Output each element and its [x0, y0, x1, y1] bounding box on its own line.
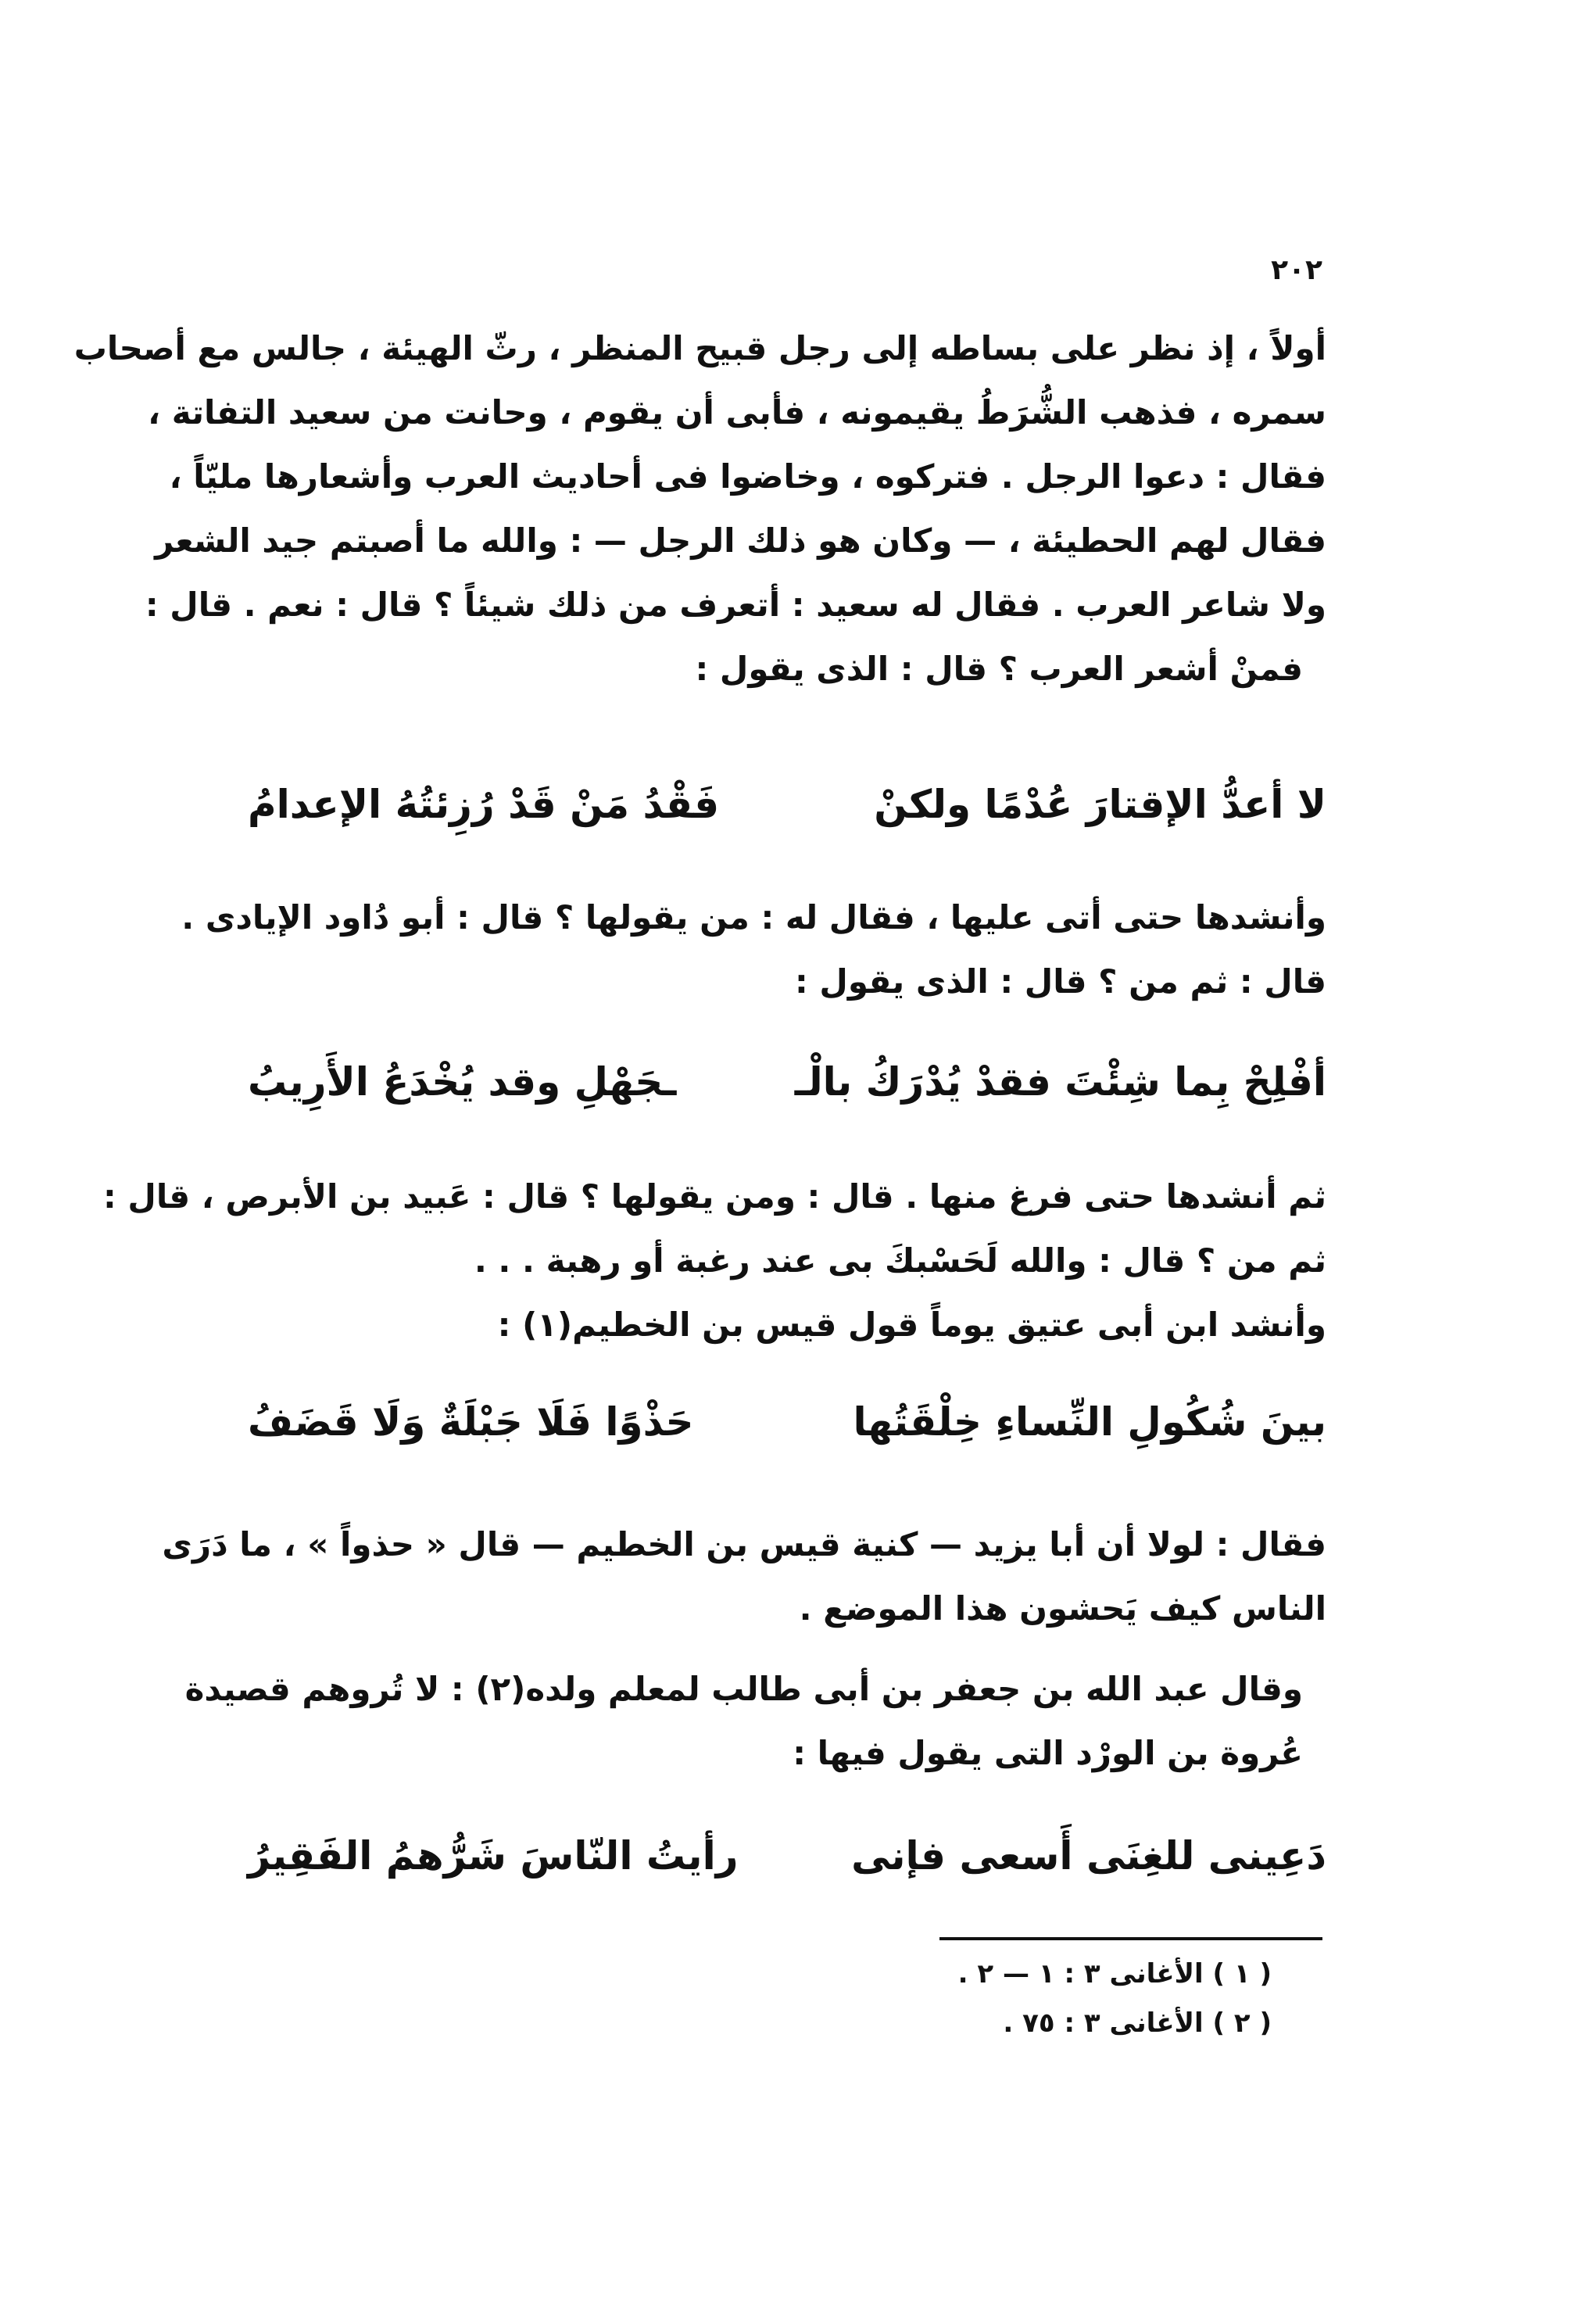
verse-second-hemistich: رأيتُ النّاسَ شَرُّهمُ الفَقِيرُ	[248, 1833, 739, 1879]
text-line: وقال عبد الله بن جعفر بن أبى طالب لمعلم ولده(٢) : لا تُروهم قصيدة	[184, 1670, 1303, 1708]
text-line: أولاً ، إذ نظر على بساطه إلى رجل قبيح المنظر ، رثّ الهيئة ، جالس مع أصحاب	[73, 329, 1326, 367]
text-line: ولا شاعر العرب . فقال له سعيد : أتعرف من ذلك شيئاً ؟ قال : نعم . قال :	[145, 586, 1326, 624]
text-line: سمره ، فذهب الشُّرَطُ يقيمونه ، فأبى أن يقوم ، وحانت من سعيد التفاتة ،	[148, 393, 1326, 432]
text-line: فقال لهم الحطيئة ، — وكان هو ذلك الرجل — : والله ما أصبتم جيد الشعر	[155, 521, 1326, 560]
text-line: قال : ثم من ؟ قال : الذى يقول :	[795, 962, 1326, 1001]
verse-second-hemistich: حَذْوًا فَلَا جَبْلَةٌ وَلَا قَضَفُ	[248, 1399, 694, 1445]
page-number: ٢٠٢	[1271, 254, 1322, 286]
paragraph-al-hutayah	[73, 317, 1326, 701]
text-line: ثم أنشدها حتى فرغ منها . قال : ومن يقولها ؟ قال : عَبيد بن الأبرص ، قال :	[102, 1177, 1326, 1216]
verse-first-hemistich: لا أعدُّ الإقتارَ عُدْمًا ولكنْ	[874, 782, 1326, 827]
paragraph-abdallah-ibn-jafar	[184, 1657, 1326, 1785]
verse-second-hemistich: فَقْدُ مَنْ قَدْ رُزِئتُهُ الإعدامُ	[248, 782, 720, 827]
text-line: وأنشدها حتى أتى عليها ، فقال له : من يقولها ؟ قال : أبو دُاود الإيادى .	[181, 898, 1326, 937]
footnote-1: ( ١ ) الأغانى ٣ : ١ — ٢ .	[957, 1958, 1272, 1990]
verse-first-hemistich: بينَ شُكُولِ النِّساءِ خِلْقَتُها	[853, 1399, 1326, 1445]
paragraph-qays-comment	[162, 1513, 1326, 1641]
paragraph-abu-duad	[181, 886, 1326, 1014]
footnote-separator	[939, 1937, 1322, 1940]
text-line: ثم من ؟ قال : والله لَحَسْبكَ بى عند رغبة أو رهبة . . .	[474, 1241, 1326, 1280]
verse-first-hemistich: دَعِينى للغِنَى أَسعى فإنى	[851, 1833, 1326, 1879]
text-line: الناس كيف يَحشون هذا الموضع .	[799, 1589, 1326, 1628]
verse-urwa-ibn-al-ward	[248, 1833, 1326, 1879]
text-line: فقال : دعوا الرجل . فتركوه ، وخاضوا فى أحاديث العرب وأشعارها مليّاً ،	[169, 457, 1326, 496]
verse-first-hemistich: أفْلِحْ بِما شِئْتَ فقدْ يُدْرَكُ بالْـ	[794, 1059, 1326, 1105]
paragraph-abid	[102, 1165, 1326, 1357]
verse-abid-ibn-al-abras	[248, 1059, 1326, 1105]
text-line: فقال : لولا أن أبا يزيد — كنية قيس بن الخطيم — قال « حذواً » ، ما دَرَى	[162, 1525, 1326, 1563]
text-line: وأنشد ابن أبى عتيق يوماً قول قيس بن الخطيم(١) :	[497, 1306, 1326, 1344]
verse-abu-duad	[248, 782, 1326, 827]
text-line: عُروة بن الورْد التى يقول فيها :	[793, 1734, 1303, 1772]
verse-qays-ibn-al-khatim	[248, 1399, 1326, 1445]
footnote-2: ( ٢ ) الأغانى ٣ : ٧٥ .	[1003, 2008, 1272, 2039]
text-line: فمنْ أشعر العرب ؟ قال : الذى يقول :	[695, 650, 1303, 688]
verse-second-hemistich: ـجَهْلِ وقد يُخْدَعُ الأَرِيبُ	[248, 1059, 677, 1105]
